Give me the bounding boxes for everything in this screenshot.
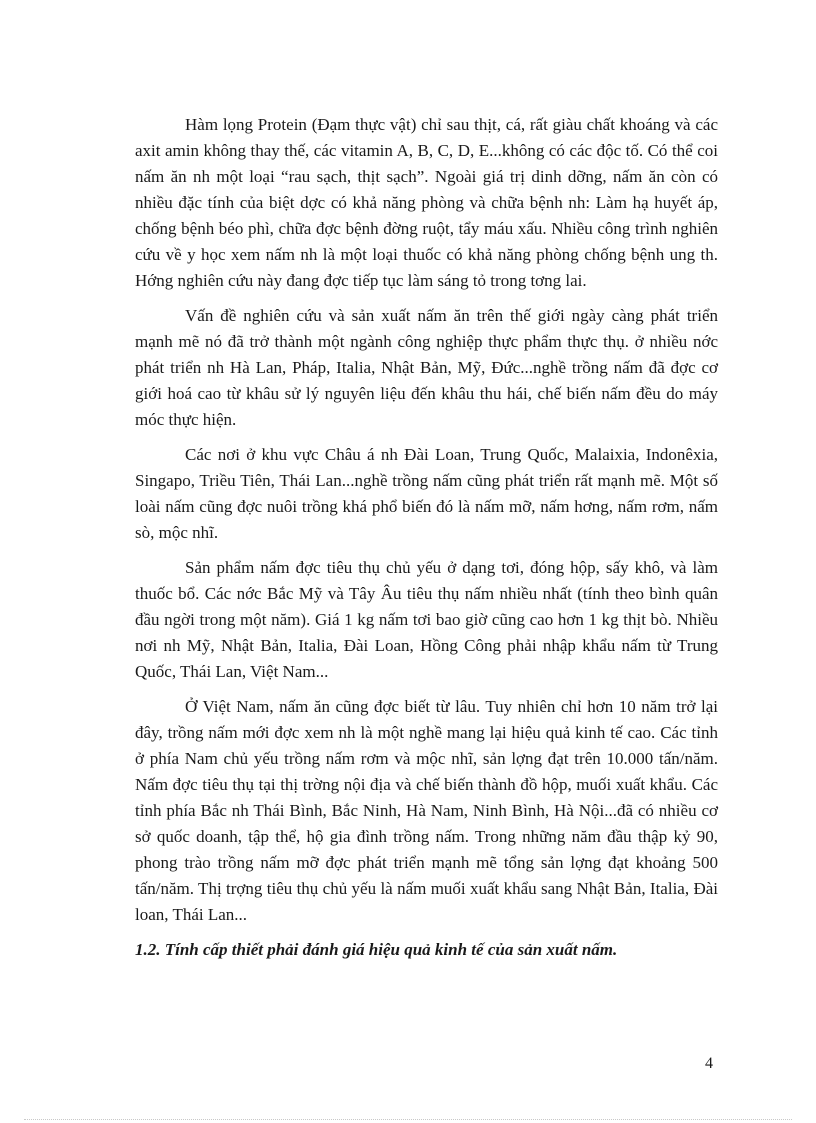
paragraph-protein-content: Hàm lọng Protein (Đạm thực vật) chỉ sau thịt, cá, rất giàu chất khoáng và các axit amin không thay thế, các vitamin A, B, C, D, E...không có các độc tố. Có thể coi nấm ăn nh một loại “rau sạch, thịt sạch”. Ngoài giá trị dinh dỡng, nấm ăn còn có nhiều đặc tính của biệt dợc có khả năng phòng và chữa bệnh nh: Làm hạ huyết áp, chống bệnh béo phì, chữa đợc bệnh đờng ruột, tẩy máu xấu. Nhiều công trình nghiên cứu về y học xem nấm nh là một loại thuốc có khả năng phòng chống bệnh ung th. Hớng nghiên cứu này đang đợc tiếp tục làm sáng tỏ trong tơng lai. xyxy=(135,115,718,290)
paragraph-vietnam: Ở Việt Nam, nấm ăn cũng đợc biết từ lâu. Tuy nhiên chỉ hơn 10 năm trở lại đây, trồng nấm mới đợc xem nh là một nghề mang lại hiệu quả kinh tế cao. Các tỉnh ở phía Nam chủ yếu trồng nấm rơm và mộc nhĩ, sản lợng đạt trên 10.000 tấn/năm. Nấm đợc tiêu thụ tại thị trờng nội địa và chế biến thành đồ hộp, muối xuất khẩu. Các tỉnh phía Bắc nh Thái Bình, Bắc Ninh, Hà Nam, Ninh Bình, Hà Nội...đã có nhiều cơ sở quốc doanh, tập thể, hộ gia đình trồng nấm. Trong những năm đầu thập kỷ 90, phong trào trồng nấm mỡ đợc phát triển mạnh mẽ tổng sản lợng đạt khoảng 500 tấn/năm. Thị trợng tiêu thụ chủ yếu là nấm muối xuất khẩu sang Nhật Bản, Italia, Đài loan, Thái Lan... xyxy=(135,697,718,924)
paragraph-consumption: Sản phẩm nấm đợc tiêu thụ chủ yếu ở dạng tơi, đóng hộp, sấy khô, và làm thuốc bổ. Các nớc Bắc Mỹ và Tây Âu tiêu thụ nấm nhiều nhất (tính theo bình quân đầu ngời trong một năm). Giá 1 kg nấm tơi bao giờ cũng cao hơn 1 kg thịt bò. Nhiều nơi nh Mỹ, Nhật Bản, Italia, Đài Loan, Hồng Công phải nhập khẩu nấm từ Trung Quốc, Thái Lan, Việt Nam... xyxy=(135,558,718,681)
section-heading: 1.2. Tính cấp thiết phải đánh giá hiệu quả kinh tế của sản xuất nấm. xyxy=(135,940,618,959)
paragraph-world-production: Vấn đề nghiên cứu và sản xuất nấm ăn trên thế giới ngày càng phát triển mạnh mẽ nó đã trở thành một ngành công nghiệp thực phẩm thực thụ. ở nhiều nớc phát triển nh Hà Lan, Pháp, Italia, Nhật Bản, Mỹ, Đức...nghề trồng nấm đã đợc cơ giới hoá cao từ khâu sử lý nguyên liệu đến khâu thu hái, chế biến nấm đều do máy móc thực hiện. xyxy=(135,306,718,429)
footer-divider xyxy=(24,1119,792,1120)
paragraph-asia-region: Các nơi ở khu vực Châu á nh Đài Loan, Trung Quốc, Malaixia, Indonêxia, Singapo, Triều Tiên, Thái Lan...nghề trồng nấm cũng phát triển rất mạnh mẽ. Một số loài nấm cũng đợc nuôi trồng khá phổ biến đó là nấm mỡ, nấm hơng, nấm rơm, nấm sò, mộc nhĩ. xyxy=(135,445,718,542)
page-number: 4 xyxy=(705,1055,713,1072)
page-body xyxy=(135,112,718,963)
